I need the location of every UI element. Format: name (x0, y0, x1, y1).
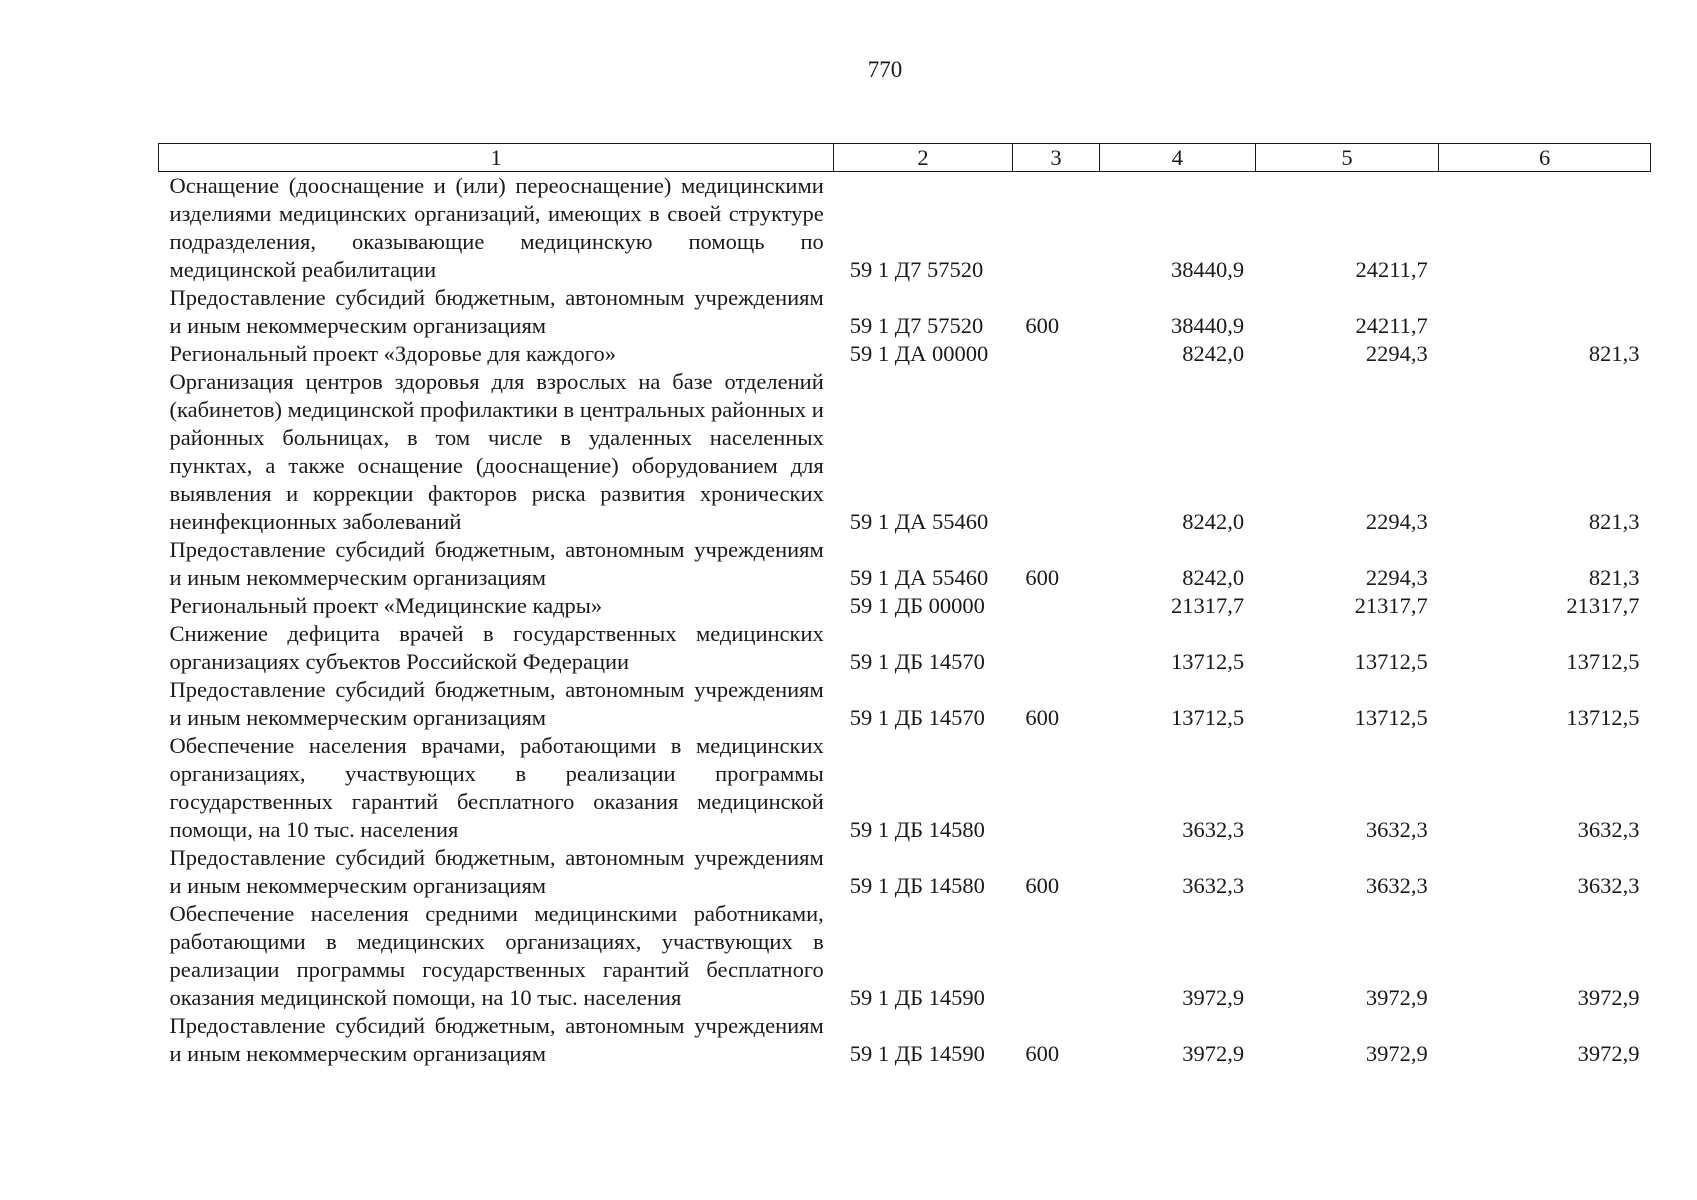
row-value-col5: 2294,3 (1365, 509, 1428, 534)
header-col-4: 4 (1100, 144, 1256, 172)
table-row (159, 676, 1651, 732)
row-value-col5: 13712,5 (1354, 649, 1428, 674)
table-row (159, 536, 1651, 592)
row-name: Снижение дефицита врачей в государственных медицинских организациях субъектов Российской Федерации (169, 621, 824, 674)
row-value-col6: 21317,7 (1566, 593, 1640, 618)
row-code: 59 1 ДБ 00000 (849, 593, 985, 618)
row-expense-type: 600 (1025, 313, 1060, 338)
row-value-col5: 3632,3 (1365, 817, 1428, 842)
table-header (159, 144, 1651, 172)
row-value-col4: 13712,5 (1171, 705, 1245, 730)
row-code: 59 1 ДБ 14570 (849, 705, 985, 730)
row-value-col4: 8242,0 (1182, 341, 1245, 366)
header-col-6: 6 (1439, 144, 1651, 172)
row-value-col5: 2294,3 (1365, 341, 1428, 366)
row-code: 59 1 ДА 00000 (849, 341, 989, 366)
row-value-col4: 3972,9 (1182, 985, 1245, 1010)
row-name: Предоставление субсидий бюджетным, автономным учреждениям и иным некоммерческим организациям (169, 1013, 824, 1066)
row-expense-type (1012, 368, 1099, 536)
table-row (159, 172, 1651, 285)
row-expense-type (1012, 900, 1099, 1012)
row-value-col6: 13712,5 (1566, 649, 1640, 674)
row-code: 59 1 ДА 55460 (849, 565, 989, 590)
row-value-col5: 3632,3 (1365, 873, 1428, 898)
table-row (159, 844, 1651, 900)
row-value-col4: 21317,7 (1171, 593, 1245, 618)
row-value-col6 (1439, 284, 1651, 340)
row-expense-type (1012, 340, 1099, 368)
row-expense-type (1012, 592, 1099, 620)
row-value-col6: 3972,9 (1577, 1041, 1640, 1066)
row-code: 59 1 ДБ 14590 (849, 985, 985, 1010)
table-row (159, 620, 1651, 676)
table-row (159, 340, 1651, 368)
row-expense-type: 600 (1025, 705, 1060, 730)
row-name: Обеспечение населения врачами, работающими в медицинских организациях, участвующих в реализации программы государственных гарантий бесплатного оказания медицинской помощи, на 10 тыс. населения (169, 733, 824, 842)
row-name: Предоставление субсидий бюджетным, автономным учреждениям и иным некоммерческим организациям (169, 537, 824, 590)
row-value-col4: 8242,0 (1182, 565, 1245, 590)
row-expense-type: 600 (1025, 1041, 1060, 1066)
row-value-col6: 3632,3 (1577, 873, 1640, 898)
page-number: 770 (867, 57, 903, 82)
row-value-col6: 3972,9 (1577, 985, 1640, 1010)
row-value-col5: 3972,9 (1365, 1041, 1428, 1066)
row-code: 59 1 Д7 57520 (849, 313, 984, 338)
table-body (159, 172, 1651, 1069)
row-expense-type (1012, 732, 1099, 844)
table-row (159, 900, 1651, 1012)
row-value-col5: 2294,3 (1365, 565, 1428, 590)
row-name: Обеспечение населения средними медицинскими работниками, работающими в медицинских организациях, участвующих в реализации программы государственных гарантий бесплатного оказания медицинской помощи, на 10 тыс. населения (169, 901, 824, 1010)
row-name: Предоставление субсидий бюджетным, автономным учреждениям и иным некоммерческим организациям (169, 285, 824, 338)
row-value-col4: 38440,9 (1171, 257, 1245, 282)
row-expense-type: 600 (1025, 873, 1060, 898)
row-value-col4: 3632,3 (1182, 873, 1245, 898)
table-row (159, 1012, 1651, 1068)
table-row (159, 732, 1651, 844)
table-row (159, 284, 1651, 340)
header-col-3: 3 (1012, 144, 1099, 172)
row-value-col4: 3632,3 (1182, 817, 1245, 842)
budget-table (158, 143, 1651, 1068)
row-value-col5: 24211,7 (1355, 257, 1428, 282)
row-value-col6: 821,3 (1588, 341, 1640, 366)
row-expense-type (1012, 620, 1099, 676)
row-name: Региональный проект «Медицинские кадры» (169, 593, 603, 618)
row-name: Предоставление субсидий бюджетным, автономным учреждениям и иным некоммерческим организациям (169, 845, 824, 898)
row-code: 59 1 ДБ 14580 (849, 873, 985, 898)
row-name: Оснащение (дооснащение и (или) переоснащение) медицинскими изделиями медицинских организаций, имеющих в своей структуре подразделения, оказывающие медицинскую помощь по медицинской реабилитации (169, 173, 824, 282)
table-row (159, 368, 1651, 536)
row-code: 59 1 Д7 57520 (849, 257, 984, 282)
header-row (159, 144, 1651, 172)
row-value-col6: 821,3 (1588, 509, 1640, 534)
row-value-col5: 13712,5 (1354, 705, 1428, 730)
row-value-col6: 821,3 (1588, 565, 1640, 590)
row-code: 59 1 ДБ 14580 (849, 817, 985, 842)
row-value-col6: 13712,5 (1566, 705, 1640, 730)
row-expense-type: 600 (1025, 565, 1060, 590)
row-value-col4: 13712,5 (1171, 649, 1245, 674)
table-row (159, 592, 1651, 620)
row-value-col5: 3972,9 (1365, 985, 1428, 1010)
row-expense-type (1012, 172, 1099, 285)
row-value-col4: 38440,9 (1171, 313, 1245, 338)
row-value-col5: 24211,7 (1355, 313, 1428, 338)
row-value-col4: 3972,9 (1182, 1041, 1245, 1066)
header-col-2: 2 (834, 144, 1013, 172)
row-code: 59 1 ДА 55460 (849, 509, 989, 534)
row-name: Организация центров здоровья для взрослых на базе отделений (кабинетов) медицинской профилактики в центральных районных и районных больницах, в том числе в удаленных населенных пунктах, а также оснащение (дооснащение) оборудованием для выявления и коррекции факторов риска развития хронических неинфекционных заболеваний (169, 369, 824, 534)
header-col-1: 1 (159, 144, 834, 172)
row-code: 59 1 ДБ 14570 (849, 649, 985, 674)
row-value-col6 (1439, 172, 1651, 285)
row-name: Региональный проект «Здоровье для каждого» (169, 341, 616, 366)
row-value-col4: 8242,0 (1182, 509, 1245, 534)
header-col-5: 5 (1255, 144, 1439, 172)
row-name: Предоставление субсидий бюджетным, автономным учреждениям и иным некоммерческим организациям (169, 677, 824, 730)
row-value-col6: 3632,3 (1577, 817, 1640, 842)
row-code: 59 1 ДБ 14590 (849, 1041, 985, 1066)
row-value-col5: 21317,7 (1354, 593, 1428, 618)
